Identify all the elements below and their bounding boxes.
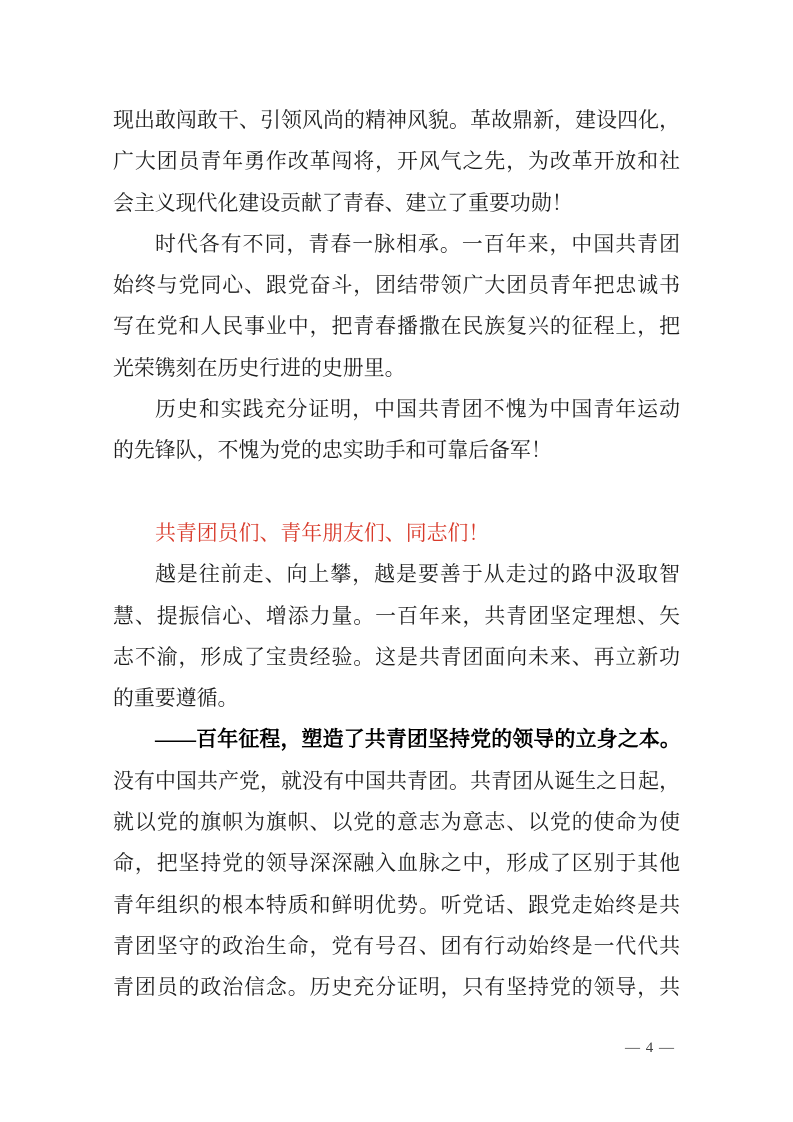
text-line: 的重要遵循。	[113, 686, 239, 711]
text-line: 越是往前走、向上攀，越是要善于从走过的路中汲取智	[155, 562, 680, 587]
text-line: 青团员的政治信念。历史充分证明，只有坚持党的领导，共	[113, 975, 680, 1000]
paragraph	[113, 389, 680, 472]
text-line: 始终与党同心、跟党奋斗，团结带领广大团员青年把忠诚书	[113, 273, 680, 298]
text-line: 志不渝，形成了宝贵经验。这是共青团面向未来、再立新功	[113, 644, 680, 669]
text-line: 命，把坚持党的领导深深融入血脉之中，形成了区别于其他	[113, 851, 680, 876]
text-line: 广大团员青年勇作改革闯将，开风气之先，为改革开放和社	[113, 149, 680, 174]
blank-line	[113, 472, 680, 513]
text-line: 时代各有不同，青春一脉相承。一百年来，中国共青团	[155, 231, 680, 256]
text-line: 青年组织的根本特质和鲜明优势。听党话、跟党走始终是共	[113, 892, 680, 917]
paragraph	[113, 554, 680, 719]
page-number: — 4 —	[625, 1040, 675, 1056]
text-line: 慧、提振信心、增添力量。一百年来，共青团坚定理想、矢	[113, 603, 680, 628]
text-line: 现出敢闯敢干、引领风尚的精神风貌。革故鼎新，建设四化，	[113, 108, 680, 132]
bold-lead-line: ——百年征程，塑造了共青团坚持党的领导的立身之本。	[155, 727, 680, 752]
paragraph	[113, 224, 680, 389]
paragraph-bold-lead	[113, 719, 680, 1008]
text-line: 写在党和人民事业中，把青春播撒在民族复兴的征程上，把	[113, 314, 680, 339]
text-line: 就以党的旗帜为旗帜、以党的意志为意志、以党的使命为使	[113, 810, 680, 835]
text-line: 历史和实践充分证明，中国共青团不愧为中国青年运动	[155, 397, 680, 422]
text-block	[113, 100, 680, 1009]
red-salutation-heading	[113, 513, 680, 554]
text-line: 会主义现代化建设贡献了青春、建立了重要功勋！	[113, 190, 573, 215]
text-line: 的先锋队，不愧为党的忠实助手和可靠后备军！	[113, 438, 552, 463]
text-line: 青团坚守的政治生命，党有号召、团有行动始终是一代代共	[113, 933, 680, 958]
salutation-line: 共青团员们、青年朋友们、同志们！	[155, 520, 490, 545]
text-line: 光荣镌刻在历史行进的史册里。	[113, 355, 406, 380]
text-line: 没有中国共产党，就没有中国共青团。共青团从诞生之日起，	[113, 768, 680, 793]
paragraph-continuation	[113, 100, 680, 224]
